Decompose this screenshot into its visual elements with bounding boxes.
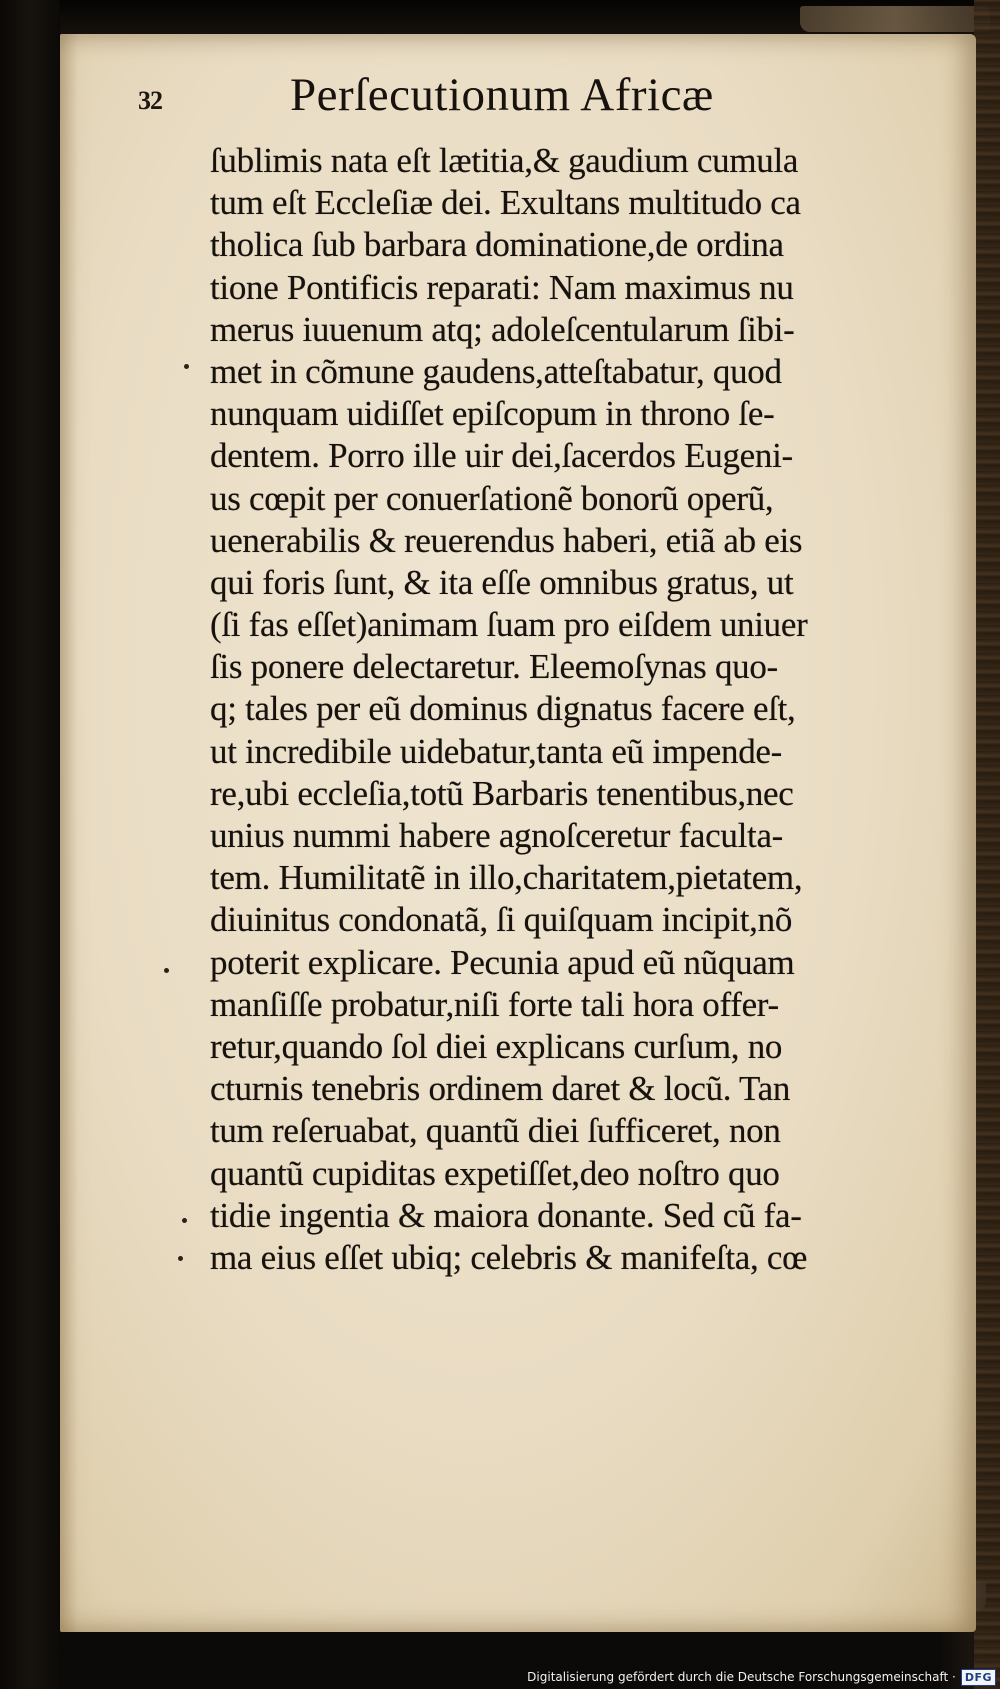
book-fore-edge [974,0,1000,1689]
text-line: poterit explicare. Pecunia apud eũ nũquam [210,942,795,982]
page-number: 32 [138,86,162,115]
text-line: tum reſeruabat, quantũ diei ſufficeret, non [210,1111,781,1151]
text-line: ut incredibile uidebatur,tanta eũ impende- [210,731,783,771]
text-line: tidie ingentia & maiora donante. Sed cũ fa- [210,1195,802,1235]
text-line: tholica ſub barbara dominatione,de ordina [210,225,784,265]
ink-speck [164,968,169,973]
text-line: met in cõmune gaudens,atteſtabatur, quod [210,351,782,391]
text-line: nunquam uidiſſet epiſcopum in throno ſe- [210,394,775,434]
text-line: manſiſſe probatur,niſi forte tali hora offer- [210,984,779,1024]
text-line: (ſi fas eſſet)animam ſuam pro eiſdem uniuer [210,605,808,645]
body-text [210,140,955,1400]
text-line: tem. Humilitatẽ in illo,charitatem,pietatem, [210,858,803,898]
credit-text: Digitalisierung gefördert durch die Deutsche Forschungsgemeinschaft · [527,1670,956,1684]
text-line: diuinitus condonatã, ſi quiſquam incipit,nõ [210,900,793,940]
ink-speck [182,1218,187,1223]
text-line: re,ubi eccleſia,totũ Barbaris tenentibus,nec [210,773,794,813]
digitization-credit [527,1667,996,1687]
text-line: tum eſt Eccleſiæ dei. Exultans multitudo ca [210,183,801,223]
scan-top-paper-edge [800,6,990,32]
text-line: merus iuuenum atq; adoleſcentularum ſibi- [210,309,795,349]
text-line: retur,quando ſol diei explicans curſum, no [210,1026,783,1066]
text-line: dentem. Porro ille uir dei,ſacerdos Eugeni- [210,436,793,476]
running-head: Perſecutionum Africæ [290,69,714,121]
text-line: uenerabilis & reuerendus haberi, etiã ab eis [210,520,803,560]
ink-speck [184,364,189,369]
text-line: unius nummi habere agnoſceretur faculta- [210,816,784,855]
dfg-logo-icon: DFG [961,1669,996,1686]
text-line: ſis ponere delectaretur. Eleemoſynas quo- [210,647,778,687]
text-line: quantũ cupiditas expetiſſet,deo noſtro quo [210,1153,780,1193]
text-line: tione Pontificis reparati: Nam maximus nu [210,267,794,307]
text-line: ſublimis nata eſt lætitia,& gaudium cumula [210,141,799,180]
text-line: us cœpit per conuerſationẽ bonorũ operũ, [210,478,774,518]
ink-speck [178,1256,183,1261]
text-line: ma eius eſſet ubiq; celebris & manifeſta, cœ [210,1237,808,1277]
text-line: q; tales per eũ dominus dignatus facere eſt, [210,689,796,729]
text-line: qui foris ſunt, & ita eſſe omnibus gratus, ut [210,562,794,602]
text-line: cturnis tenebris ordinem daret & locũ. Tan [210,1069,791,1109]
